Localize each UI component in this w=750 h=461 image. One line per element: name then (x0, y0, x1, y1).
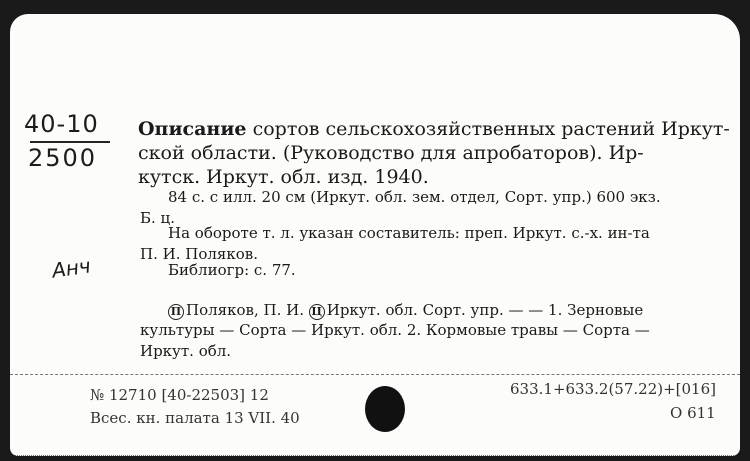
entry-physical: 84 с. с илл. 20 см (Иркут. обл. зем. отдел, Сорт. упр.) 600 экз. (168, 188, 661, 206)
entry-title-bold: Описание (138, 118, 247, 140)
footer-code: О 611 (670, 404, 716, 422)
footer-divider (10, 374, 740, 375)
tracing-marker-1: П (168, 304, 184, 320)
handwritten-call-number-top: 40-10 (24, 110, 99, 138)
entry-title-line (138, 118, 730, 140)
entry-bibliography: Библиогр: с. 77. (168, 261, 296, 279)
tracing-marker-2: Ц (309, 304, 325, 320)
catalog-card (10, 14, 740, 456)
footer-chamber: Всес. кн. палата 13 VII. 40 (90, 409, 300, 427)
tracing-line-3: Иркут. обл. (140, 342, 232, 360)
entry-price: Б. ц. (140, 209, 175, 227)
entry-line-3: кутск. Иркут. обл. изд. 1940. (138, 166, 429, 188)
footer-classification: 633.1+633.2(57.22)+[016] (510, 380, 717, 398)
entry-line-2: ской области. (Руководство для апробаторов). Ир- (138, 142, 644, 164)
entry-note-2: П. И. Поляков. (140, 245, 258, 263)
entry-note-1: На обороте т. л. указан составитель: преп. Иркут. с.-х. ин-та (168, 224, 650, 242)
handwritten-divider (30, 141, 110, 143)
punch-hole (365, 386, 405, 432)
handwritten-call-number-bottom: 2500 (28, 144, 98, 172)
handwritten-mark: Анч (50, 253, 93, 283)
footer-number: № 12710 [40-22503] 12 (90, 386, 269, 404)
entry-title-rest: сортов сельскохозяйственных растений Иркут- (246, 118, 730, 140)
tracing-line-1 (168, 301, 643, 320)
tracing-line-2: культуры — Сорта — Иркут. обл. 2. Кормовые травы — Сорта — (140, 321, 650, 339)
tracing-line-1a: Поляков, П. И. (186, 301, 304, 319)
bottom-edge (10, 455, 740, 456)
tracing-line-1b: Иркут. обл. Сорт. упр. — — 1. Зерновые (326, 301, 644, 319)
